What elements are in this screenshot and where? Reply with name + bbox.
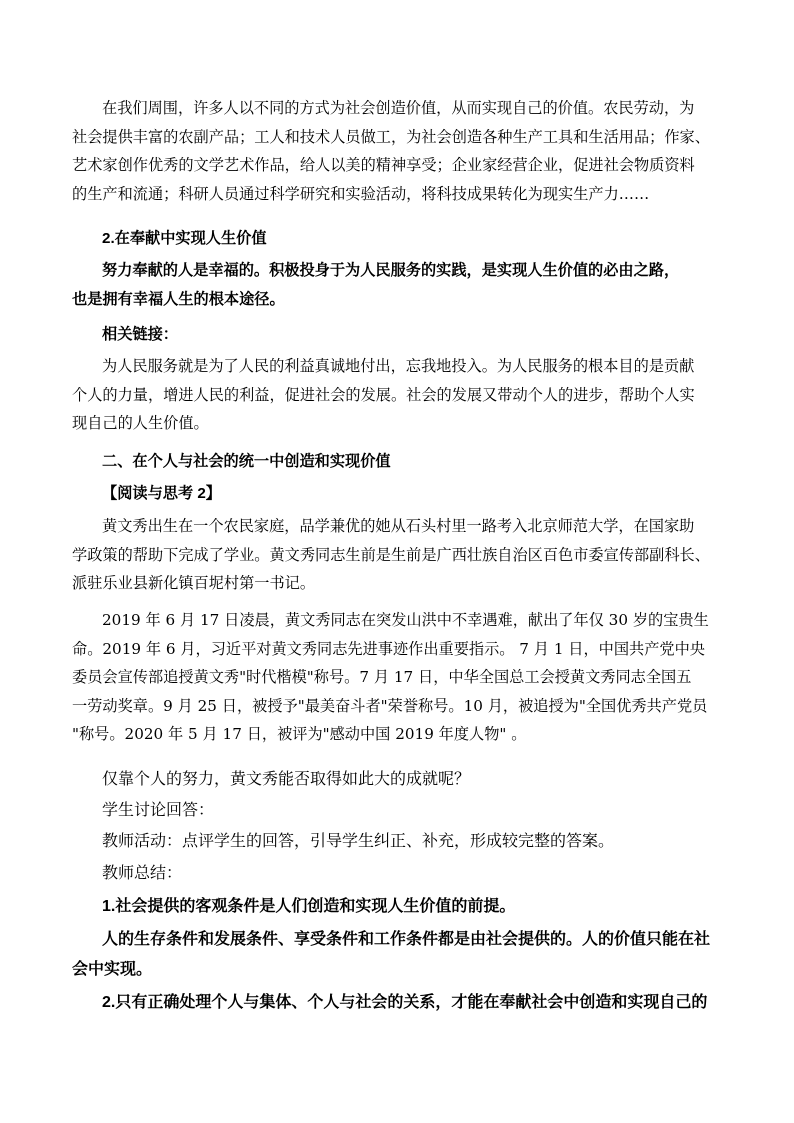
text-line: 2019 年 6 月 17 日凌晨，黄文秀同志在突发山洪中不幸遇难，献出了年仅 30 岁的宝贵生 [102,611,709,629]
heading-text: 相关链接： [102,326,178,343]
text-line: 现自己的人生价值。 [72,414,209,432]
text-line: 1.社会提供的客观条件是人们创造和实现人生价值的前提。 [102,898,516,915]
student-discussion-line [72,797,722,826]
paragraph-huang-honors [72,606,722,749]
heading-text: 二、在个人与社会的统一中创造和实现价值 [102,453,391,470]
text-line: 个人的力量，增进人民的利益，促进社会的发展。社会的发展又带动个人的进步，帮助个人实 [72,385,695,404]
text-line: "称号。2020 年 5 月 17 日，被评为"感动中国 2019 年度人物" 。 [72,725,527,743]
reading-title [72,480,722,509]
text-line: 也是拥有幸福人生的根本途径。 [72,290,285,308]
heading-2 [72,225,722,254]
text-line: 在我们周围，许多人以不同的方式为社会创造价值，从而实现自己的价值。农民劳动，为 [102,99,695,117]
text-line: 社会提供丰富的农副产品；工人和技术人员做工，为社会创造各种生产工具和生活用品；作家、 [72,127,710,146]
section-title [72,448,722,477]
summary-point-2 [72,989,722,1018]
text-line: 学政策的帮助下完成了学业。黄文秀同志生前是生前是广西壮族自治区百色市委宣传部副科长、 [72,545,710,564]
paragraph-huang-background [72,512,722,598]
text-line: 委员会宣传部追授黄文秀"时代楷模"称号。7 月 17 日，中华全国总工会授黄文秀同志全国五 [72,668,692,686]
text-line: 会中实现。 [72,961,153,978]
text-line: 的生产和流通；科研人员通过科学研究和实验活动，将科技成果转化为现实生产力…… [72,184,650,203]
summary-point-1 [72,893,722,922]
paragraph-serve-people [72,352,722,438]
text-line: 派驻乐业县新化镇百坭村第一书记。 [72,574,315,592]
heading-text: 【阅读与思考 2】 [102,485,221,502]
text-line: 命。2019 年 6 月，习近平对黄文秀同志先进事迹作出重要指示。 7 月 1 日，中国共产党中央 [72,639,705,658]
paragraph-dedication [72,257,722,314]
text-line: 艺术家创作优秀的文学艺术作品，给人以美的精神享受；企业家经营企业，促进社会物质资料 [72,156,695,174]
text-line: 黄文秀出生在一个农民家庭，品学兼优的她从石头村里一路考入北京师范大学，在国家助 [102,517,695,535]
teacher-activity-line [72,828,722,857]
text-line: 为人民服务就是为了人民的利益真诚地付出，忘我地投入。为人民服务的根本目的是贡献 [102,357,695,375]
question-line [72,766,722,795]
text-line: 努力奉献的人是幸福的。积极投身于为人民服务的实践，是实现人生价值的必由之路， [102,262,680,279]
summary-point-1-detail [72,925,722,985]
text-line: 仅靠个人的努力，黄文秀能否取得如此大的成就呢？ [102,771,471,788]
text-line: 2.只有正确处理个人与集体、个人与社会的关系，才能在奉献社会中创造和实现自己的 [102,994,708,1011]
paragraph-value-creation-examples [72,94,722,208]
text-line: 教师活动：点评学生的回答，引导学生纠正、补充，形成较完整的答案。 [102,833,615,850]
text-line: 人的生存条件和发展条件、享受条件和工作条件都是由社会提供的。人的价值只能在社 [102,931,711,948]
heading-text: 2.在奉献中实现人生价值 [102,230,267,247]
related-links-title [72,321,722,350]
text-line: 一劳动奖章。9 月 25 日，被授予"最美奋斗者"荣誉称号。10 月，被追授为"全国优秀共产党员 [72,696,708,715]
text-line: 学生讨论回答： [102,802,215,819]
text-line: 教师总结： [102,865,183,882]
teacher-summary-line [72,860,722,889]
